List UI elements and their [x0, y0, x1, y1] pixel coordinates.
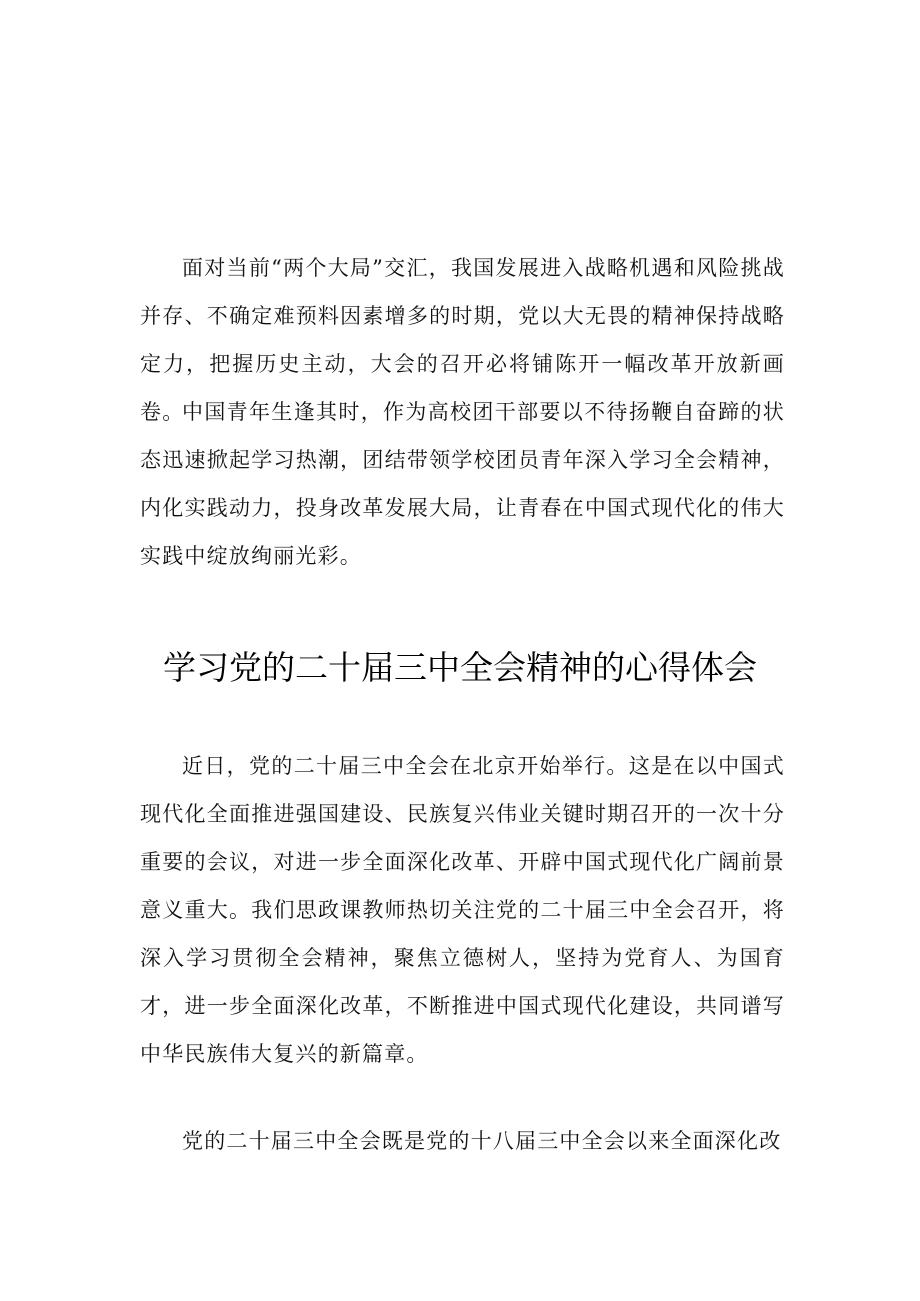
paragraph-plenary-session-opening: 近日，党的二十届三中全会在北京开始举行。这是在以中国式现代化全面推进强国建设、民族复兴伟业关键时期召开的一次十分重要的会议，对进一步全面深化改革、开辟中国式现代化广阔前景意义重大。我们思政课教师热切关注党的二十届三中全会召开，将深入学习贯彻全会精神，聚焦立德树人，坚持为党育人、为国育才，进一步全面深化改革，不断推进中国式现代化建设，共同谱写中华民族伟大复兴的新篇章。 [140, 754, 785, 1066]
paragraph-two-overall-situations: 面对当前“两个大局”交汇，我国发展进入战略机遇和风险挑战并存、不确定难预料因素增多的时期，党以大无畏的精神保持战略定力，把握历史主动，大会的召开必将铺陈开一幅改革开放新画卷。 [140, 256, 785, 424]
paragraph-plenary-continuation: 党的二十届三中全会既是党的十八届三中全会以来全面深化改 [182, 1129, 782, 1153]
article-title: 学习党的二十届三中全会精神的心得体会 [163, 648, 757, 687]
paragraph-chinese-youth: 中国青年生逢其时，作为高校团干部要以不待扬鞭自奋蹄的状态迅速掀起学习热潮，团结带领学校团员青年深入学习全会精神，内化实践动力，投身改革发展大局，让青春在中国式现代化的伟大实践中绽放绚丽光彩。 [140, 400, 785, 568]
